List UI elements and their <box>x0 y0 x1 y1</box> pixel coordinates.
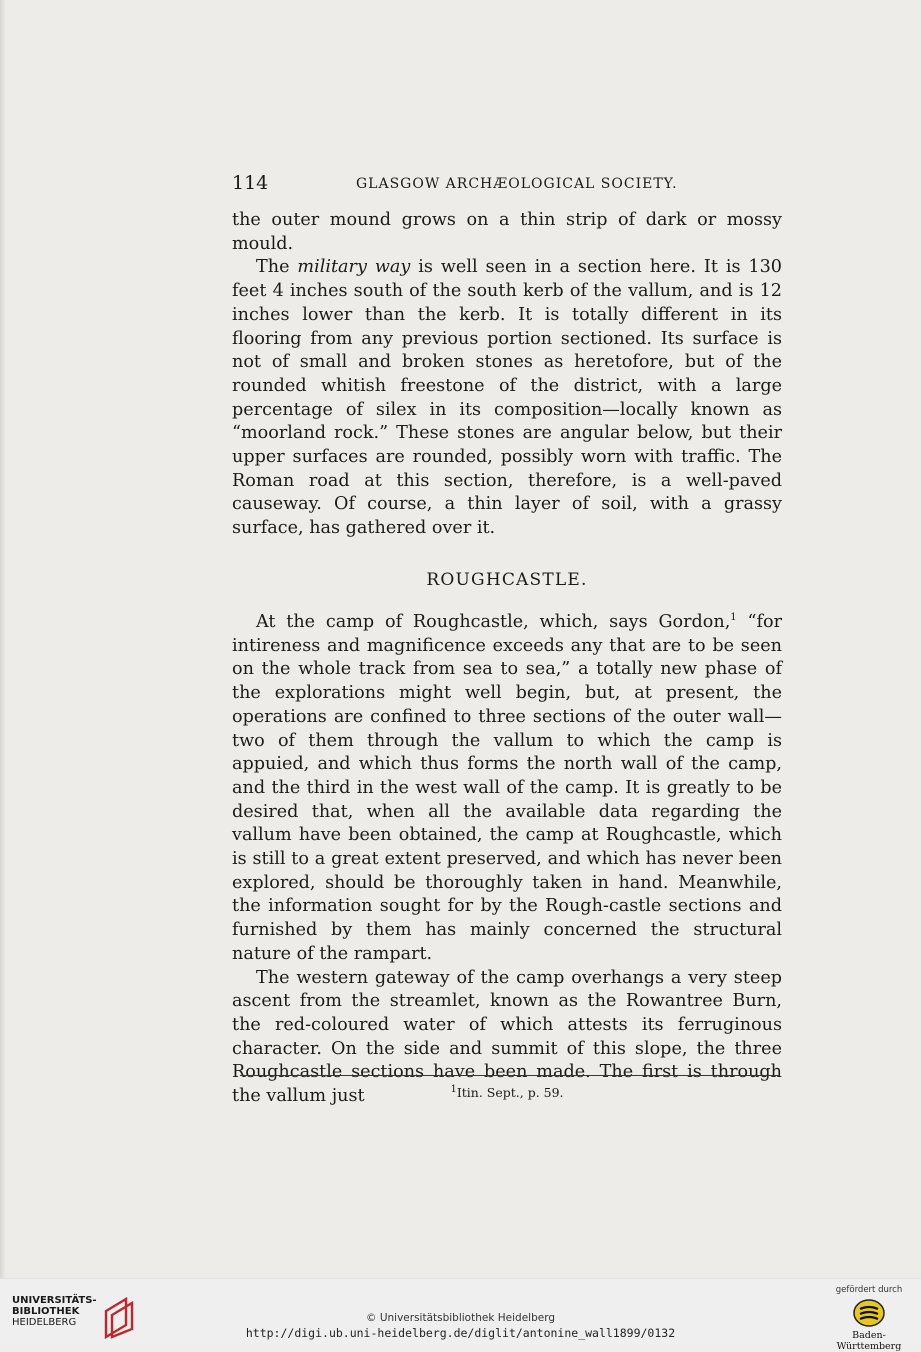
paragraph-2-start: The <box>256 257 298 278</box>
paragraph-1: the outer mound grows on a thin strip of dark or mossy mould. <box>232 210 782 254</box>
section-heading: ROUGHCASTLE. <box>426 570 588 590</box>
coat-of-arms-icon <box>852 1298 886 1328</box>
viewer-footer <box>0 1278 921 1352</box>
footnote-ref: 1 <box>730 612 737 624</box>
sponsor-block[interactable] <box>829 1285 909 1352</box>
footnote-text: Itin. Sept., p. 59. <box>456 1085 564 1100</box>
running-title: GLASGOW ARCHÆOLOGICAL SOCIETY. <box>356 176 678 192</box>
paragraph-2 <box>232 256 782 540</box>
library-name-line-1: UNIVERSITÄTS- <box>12 1295 97 1306</box>
library-name-line-3: HEIDELBERG <box>12 1317 77 1328</box>
paragraph-3-rest: “for intireness and magnificence exceeds any that are to be seen on the whole track from sea to sea,” a totally new phase of the explorations might well begin, but, at present, the operations are confined to three sections of the outer wall—two of them through the vallum to which the camp is appuied, and which thus forms the north wall of the camp, and the third in the west wall of the camp. It is greatly to be desired that, when all the available data regarding the vallum have been obtained, the camp at Roughcastle, which is still to a great extent preserved, and which has never been explored, should be thoroughly taken in hand. Meanwhile, the information sought for by the Rough-castle sections and furnished by them has mainly concerned the structural nature of the rampart. <box>232 612 782 964</box>
sponsor-name: Baden-Württemberg <box>836 1330 902 1352</box>
copyright-notice: © Universitätsbibliothek Heidelberg <box>365 1312 555 1324</box>
footnote-mark: 1 <box>450 1083 457 1095</box>
library-name-line-2: BIBLIOTHEK <box>12 1306 80 1317</box>
permalink[interactable]: http://digi.ub.uni-heidelberg.de/diglit/antonine_wall1899/0132 <box>245 1326 676 1340</box>
paragraph-2-rest: is well seen in a section here. It is 130 feet 4 inches south of the south kerb of the vallum, and is 12 inches lower than the kerb. It is totally different in its flooring from any previous portion sectioned. Its surface is not of small and broken stones as heretofore, but of the rounded whitish freestone of the district, with a large percentage of silex in its composition—locally known as “moorland rock.” These stones are angular below, but their upper surfaces are rounded, possibly worn with traffic. The Roman road at this section, therefore, is a well-paved causeway. Of course, a thin layer of soil, with a grassy surface, has gathered over it. <box>232 257 782 539</box>
footnote <box>232 1085 782 1100</box>
paragraph-3-start: At the camp of Roughcastle, which, says Gordon, <box>256 612 731 632</box>
military-way-term: military way <box>297 257 411 278</box>
footnote-rule <box>240 1075 780 1076</box>
paragraph-3 <box>232 611 782 967</box>
body-text-bottom <box>232 611 782 1109</box>
paragraph-4: The western gateway of the camp overhangs a very steep ascent from the streamlet, known as the Rowantree Burn, the red-coloured water of which attests its ferruginous character. On the side and summit of this slope, the three Roughcastle sections have been made. The first is through the vallum just <box>232 967 782 1107</box>
page-number: 114 <box>232 172 269 194</box>
body-text-top <box>232 209 782 541</box>
page-header <box>232 172 784 196</box>
sponsor-label: gefördert durch <box>835 1285 903 1295</box>
page-edge-shadow <box>0 0 6 1278</box>
